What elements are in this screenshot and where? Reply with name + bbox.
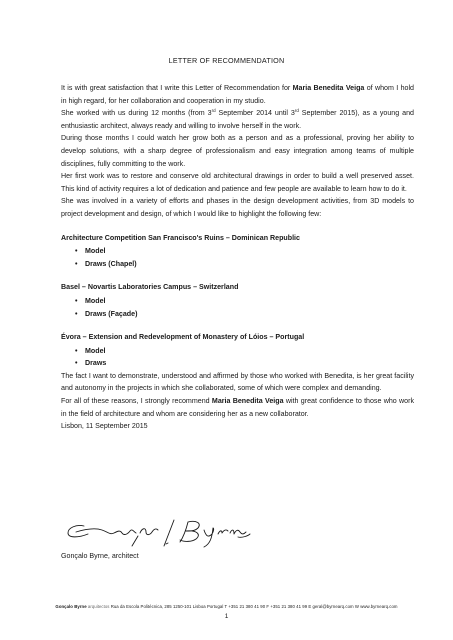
page-number: 1: [224, 613, 229, 620]
list-item: • Model: [75, 295, 414, 308]
involvement-paragraph: She was involved in a variety of efforts and phases in the design development activities, from 3D models to project development and design, of which I would like to highlight the following few:: [61, 197, 414, 218]
project-items: [61, 245, 414, 270]
project-section-2: [61, 281, 414, 320]
list-item: • Model: [75, 245, 414, 258]
date-line: Lisbon, 11 September 2015: [61, 422, 148, 431]
list-item: • Draws (Façade): [75, 308, 414, 321]
letterhead-footer: [0, 604, 453, 609]
footer-brand-sub: arquitectos: [87, 604, 110, 609]
fact-paragraph: The fact I want to demonstrate, understood and affirmed by those who worked with Benedita, is her great facility and autonomy in the projects in which she collaborated, some of which were complex and demanding.: [61, 371, 414, 393]
project-title: Basel – Novartis Laboratories Campus – Switzerland: [61, 283, 239, 292]
project-section-1: [61, 232, 414, 271]
first-work-paragraph: Her first work was to restore and conserve old architectural drawings in order to build a well preserved asset. This kind of activity requires a lot of dedication and patience and few people are available to learn how to do it.: [61, 172, 414, 193]
list-item: • Draws: [75, 357, 414, 370]
period-paragraph: She worked with us during 12 months (from 3rd September 2014 until 3rd September 2015), as a young and enthusiastic architect, always ready and willing to involve herself in the work.: [61, 108, 414, 130]
candidate-name: Maria Benedita Veiga: [211, 397, 284, 406]
letter-body: [61, 82, 414, 433]
project-title: Architecture Competition San Francisco's Ruins – Dominican Republic: [61, 233, 300, 242]
project-items: [61, 295, 414, 320]
letter-title: LETTER OF RECOMMENDATION: [168, 56, 285, 65]
project-section-3: [61, 331, 414, 370]
intro-paragraph: It is with great satisfaction that I write this Letter of Recommendation for Maria Benedita Veiga of whom I hold in high regard, for her collaboration and cooperation in my studio.: [61, 84, 414, 105]
footer-address: Rua da Escola Politécnica, 285 1250-101 Lisboa Portugal T +351 21 380 41 90 F +351 21 380 41 99 E geral@byrnearq.com W www.byrnearq.com: [110, 604, 398, 609]
list-item: • Model: [75, 345, 414, 358]
handwritten-signature: [62, 514, 252, 548]
closing-paragraph: For all of these reasons, I strongly recommend Maria Benedita Veiga with great confidence to those who work in the field of architecture and whom are considering her as a new collaborator.: [61, 397, 415, 418]
project-items: [61, 345, 414, 370]
candidate-name: Maria Benedita Veiga: [292, 84, 365, 92]
footer-brand: Gonçalo Byrne: [55, 604, 87, 609]
project-title: Évora – Extension and Redevelopment of Monastery of Lóios – Portugal: [61, 333, 305, 342]
growth-paragraph: During those months I could watch her grow both as a person and as a professional, proving her ability to develop solutions, with a sharp degree of professionalism and easy integration among teams of multiple disciplines, fully committing to the work.: [61, 134, 414, 168]
signer-name: Gonçalo Byrne, architect: [61, 552, 139, 560]
list-item: • Draws (Chapel): [75, 258, 414, 271]
